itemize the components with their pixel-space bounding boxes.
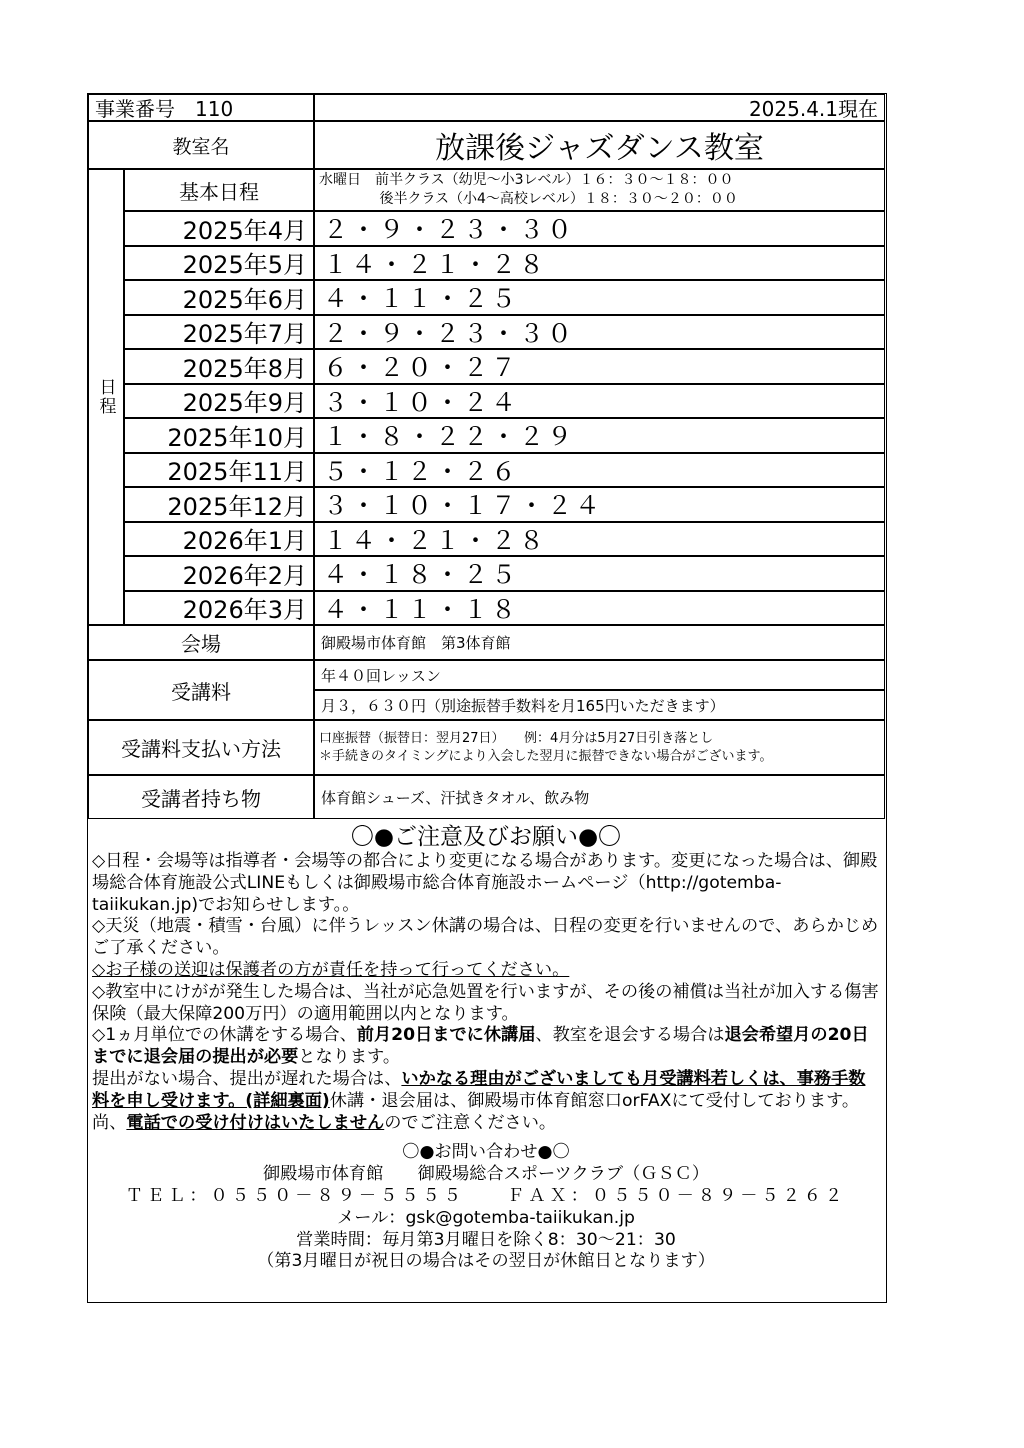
class-name: 放課後ジャズダンス教室 [314,121,885,169]
note-5-bold: 退会希望月の20日までに退会届の提出が必要 [92,1025,869,1068]
fee-label: 受講料 [88,660,314,720]
basic-schedule [314,169,885,211]
fee-monthly: 月３，６３０円（別途振替手数料を月165円いただきます） [314,690,885,720]
note-6-bold: いかなる理由がございましても月受講料若しくは、事務手数料を申し受けます。(詳細裏面) [92,1068,866,1111]
venue-label: 会場 [88,625,314,660]
items-label: 受講者持ち物 [88,775,314,819]
month-dates: ４・１１・２５ [314,280,885,315]
note-3: ◇お子様の送迎は保護者の方が責任を持って行ってください。 [92,959,570,980]
venue: 御殿場市体育館 第3体育館 [314,625,885,660]
note-6-text: 提出がない場合、提出が遅れた場合は、 [92,1068,402,1089]
contact-heading: 〇●お問い合わせ●〇 [402,1142,570,1163]
month-dates: ５・１２・２６ [314,453,885,488]
payment-method [314,720,885,775]
month-label: 2025年9月 [124,384,314,419]
as-of-date: 2025.4.1現在 [314,94,885,121]
payment-label: 受講料支払い方法 [88,720,314,775]
month-dates: １４・２１・２８ [314,246,885,281]
month-dates: ２・９・２３・３０ [314,315,885,350]
month-label: 2025年6月 [124,280,314,315]
month-label: 2025年11月 [124,453,314,488]
note-5-text: となります。 [298,1047,401,1068]
note-1: ◇日程・会場等は指導者・会場等の都合により変更になる場合があります。変更になった場合は、御殿場総合体育施設公式LINEもしくは御殿場市総合体育施設ホームページ（http://gotemba-taiikukan.jp)でお知らせします。。 [92,851,878,915]
basic-schedule-line1: 水曜日 前半クラス（幼児～小3レベル）１６：３０～１８：００ [319,172,734,188]
month-label: 2026年2月 [124,556,314,591]
notes-heading: 〇●ご注意及びお願い●〇 [350,824,622,850]
note-6 [92,1069,880,1134]
contact-section [92,1142,880,1273]
note-6-bold: 電話での受け付けはいたしません [126,1112,385,1133]
business-number: 事業番号 110 [88,94,314,121]
month-label: 2026年1月 [124,522,314,557]
items: 体育館シューズ、汗拭きタオル、飲み物 [314,775,885,819]
note-5-bold: 前月20日までに休講届 [356,1025,536,1046]
month-label: 2025年8月 [124,349,314,384]
payment-line2: ＊手続きのタイミングにより入会した翌月に振替できない場合がございます。 [319,748,773,764]
basic-schedule-line2: 後半クラス（小4～高校レベル）１８：３０～２０：００ [319,191,738,207]
note-5-text: 、教室を退会する場合は [535,1025,725,1046]
month-dates: ４・１１・１８ [314,591,885,626]
contact-mail: メール：gsk@gotemba-taiikukan.jp [337,1207,635,1228]
month-label: 2026年3月 [124,591,314,626]
note-5 [92,1025,880,1069]
month-dates: ４・１８・２５ [314,556,885,591]
info-sheet [87,93,887,1303]
note-5-text: ◇1ヵ月単位での休講をする場合、 [92,1025,357,1046]
schedule-label: 日程 [95,378,116,416]
contact-orgs: 御殿場市体育館 御殿場総合スポーツクラブ（ＧＳＣ） [262,1164,710,1185]
month-label: 2025年5月 [124,246,314,281]
note-6-text: のでご注意ください。 [384,1112,557,1133]
month-label: 2025年7月 [124,315,314,350]
contact-phone: ＴＥＬ：０５５０－８９－５５５５ ＦＡＸ：０５５０－８９－５２６２ [125,1185,847,1206]
class-name-label: 教室名 [88,121,314,169]
schedule-label-cell [88,169,124,625]
month-dates: １４・２１・２８ [314,522,885,557]
month-dates: ３・１０・２４ [314,384,885,419]
month-dates: ６・２０・２７ [314,349,885,384]
fee-lessons: 年４０回レッスン [314,660,885,690]
month-dates: １・８・２２・２９ [314,418,885,453]
basic-schedule-label: 基本日程 [124,169,314,211]
month-label: 2025年4月 [124,211,314,246]
contact-hours: 営業時間：毎月第3月曜日を除く8：30～21：30 [296,1229,676,1250]
month-dates: ２・９・２３・３０ [314,211,885,246]
payment-line1: 口座振替（振替日：翌月27日） 例：4月分は5月27日引き落とし [319,730,714,746]
month-label: 2025年10月 [124,418,314,453]
note-2: ◇天災（地震・積雪・台風）に伴うレッスン休講の場合は、日程の変更を行いませんので、あらかじめご了承ください。 [92,916,879,959]
month-dates: ３・１０・１７・２４ [314,487,885,522]
contact-note: （第3月曜日が祝日の場合はその翌日が休館日となります） [257,1251,715,1272]
note-6-text: 休講・退会届は、御殿場市体育館窓口orFAXにて受付しております。尚、 [92,1090,860,1133]
notes-section [88,819,885,1301]
note-4: ◇教室中にけがが発生した場合は、当社が応急処置を行いますが、その後の補償は当社が加入する傷害保険（最大保障200万円）の適用範囲以内となります。 [92,981,879,1024]
month-label: 2025年12月 [124,487,314,522]
